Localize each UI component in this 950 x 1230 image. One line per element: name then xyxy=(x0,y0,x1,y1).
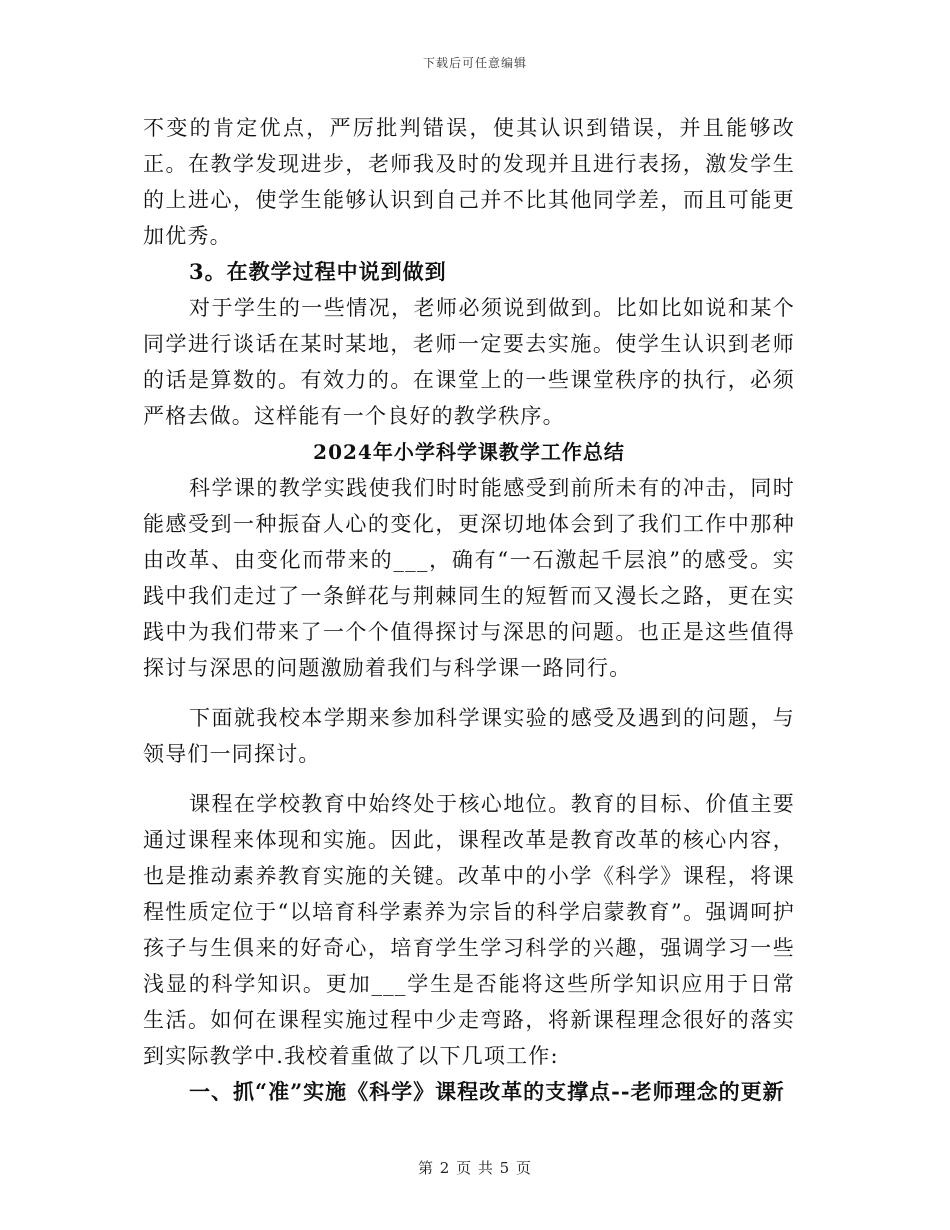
paragraph-intro: 科学课的教学实践使我们时时能感受到前所未有的冲击，同时能感受到一种振奋人心的变化，更深切地体会到了我们工作中那种由改革、由变化而带来的___，确有“一石激起千层浪”的感受。实践中我们走过了一条鲜花与荆棘同生的短暂而又漫长之路，更在实践中为我们带来了一个个值得探讨与深思的问题。也正是这些值得探讨与深思的问题激励着我们与科学课一路同行。 xyxy=(143,476,795,680)
subheading-3: 3。在教学过程中说到做到 xyxy=(189,259,447,284)
page-header: 下载后可任意编辑 xyxy=(422,56,527,70)
paragraph-continued: 不变的肯定优点，严厉批判错误，使其认识到错误，并且能够改正。在教学发现进步，老师我及时的发现并且进行表扬，激发学生的上进心，使学生能够认识到自己并不比其他同学差，而且可能更加优秀。 xyxy=(143,116,795,248)
document-body xyxy=(143,110,795,1110)
section-heading-1: 一、抓“准”实施《科学》课程改革的支撑点--老师理念的更新 xyxy=(189,1079,785,1104)
document-title: 2024年小学科学课教学工作总结 xyxy=(313,440,625,464)
paragraph-say-and-do: 对于学生的一些情况，老师必须说到做到。比如比如说和某个同学进行谈话在某时某地，老师一定要去实施。使学生认识到老师的话是算数的。有效力的。在课堂上的一些课堂秩序的执行，必须严格去做。这样能有一个良好的教学秩序。 xyxy=(143,296,795,428)
paragraph-discussion: 下面就我校本学期来参加科学课实验的感受及遇到的问题，与领导们一同探讨。 xyxy=(143,706,795,766)
page-number-footer: 第 2 页 共 5 页 xyxy=(418,1159,532,1177)
paragraph-curriculum: 课程在学校教育中始终处于核心地位。教育的目标、价值主要通过课程来体现和实施。因此，课程改革是教育改革的核心内容，也是推动素养教育实施的关键。改革中的小学《科学》课程，将课程性质定位于“以培育科学素养为宗旨的科学启蒙教育”。强调呵护孩子与生俱来的好奇心，培育学生学习科学的兴趣，强调学习一些浅显的科学知识。更加___学生是否能将这些所学知识应用于日常生活。如何在课程实施过程中少走弯路，将新课程理念很好的落实到实际教学中.我校着重做了以下几项工作: xyxy=(143,792,795,1068)
